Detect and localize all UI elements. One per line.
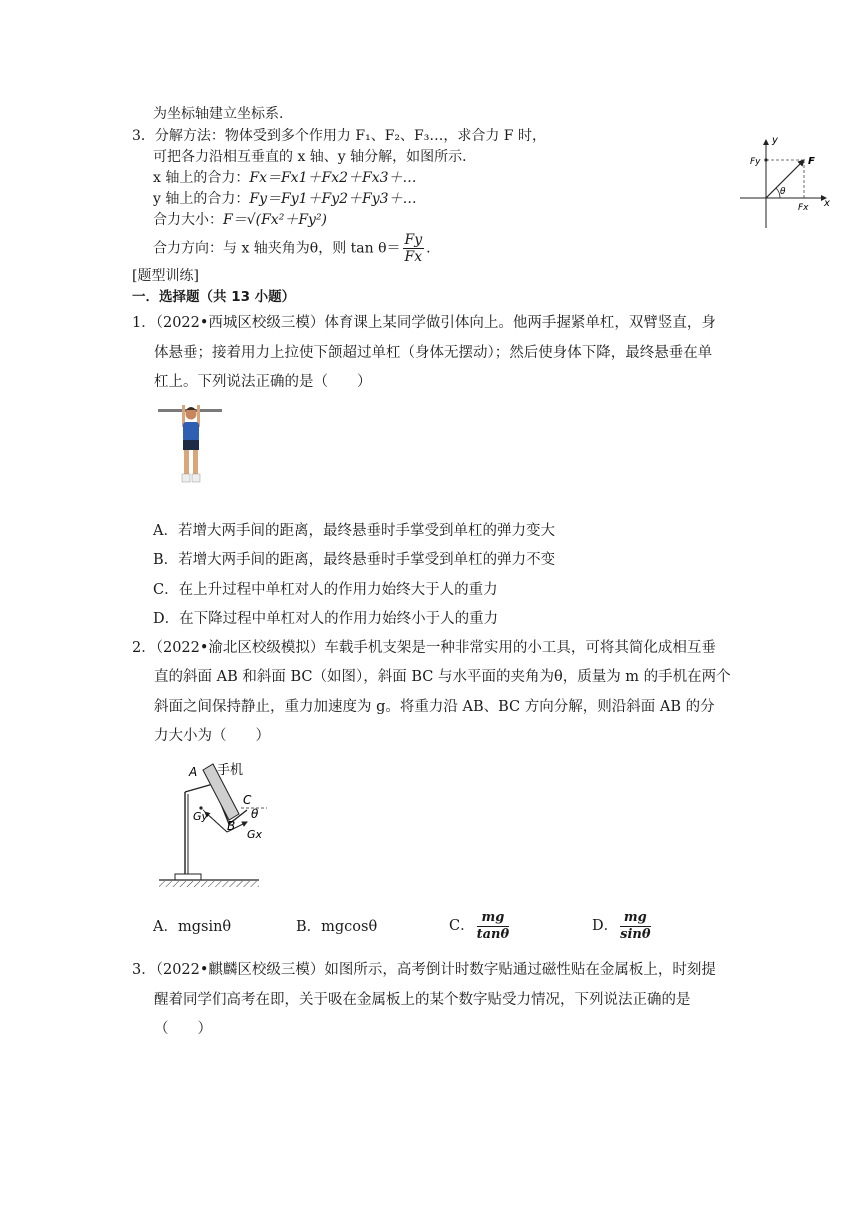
fx-label: x 轴上的合力： [153, 170, 250, 186]
x-label: x [824, 198, 830, 209]
pull-up-illustration [156, 400, 226, 490]
q2-line4: 力大小为（ ） [154, 728, 270, 744]
label-a: A [189, 765, 198, 779]
fx-line [153, 168, 417, 188]
label-gx: Gx [247, 828, 263, 841]
q2-line1: 2．（2022•渝北区校级模拟）车载手机支架是一种非常实用的小工具，可将其简化成相互垂 [132, 640, 716, 656]
left-leg [184, 450, 189, 474]
fx-formula: Fx＝Fx1＋Fx2＋Fx3＋… [249, 170, 417, 186]
fy-label: y 轴上的合力： [153, 191, 250, 207]
item3-line [132, 126, 546, 146]
q1-option-d[interactable]: D．在下降过程中单杠对人的作用力始终小于人的重力 [153, 611, 499, 627]
gy-vector [205, 812, 227, 832]
magnitude-label: 合力大小： [153, 212, 223, 228]
label-c: C [243, 793, 252, 807]
stand-base [175, 874, 201, 880]
q1-option-b[interactable]: B．若增大两手间的距离，最终悬垂时手掌受到单杠的弹力不变 [153, 552, 556, 568]
right-leg [193, 450, 198, 474]
hair [186, 407, 196, 410]
phone-holder-figure [155, 756, 285, 892]
direction-label: 合力方向：与 x 轴夹角为θ，则 tan θ＝ [153, 240, 401, 257]
head [186, 409, 197, 420]
intro-line0: 为坐标轴建立坐标系. [153, 106, 284, 122]
q1-line3: 杠上。下列说法正确的是（ ） [154, 374, 372, 390]
q1-line1: 1．（2022•西城区校级三模）体育课上某同学做引体向上。他两手握紧单杠，双臂竖直，身 [132, 315, 716, 331]
section-heading: 一．选择题（共 13 小题） [132, 289, 296, 305]
q1-line2: 体悬垂；接着用力上拉使下颌超过单杠（身体无摆动）；然后使身体下降，最终悬垂在单 [154, 345, 713, 361]
right-shoe [192, 474, 200, 482]
q3-line2: 醒着同学们高考在即，关于吸在金属板上的某个数字贴受力情况，下列说法正确的是 [154, 992, 691, 1008]
q2-option-b[interactable]: B．mgcosθ [296, 919, 378, 935]
torso [183, 422, 199, 442]
stand-arm [185, 784, 213, 792]
magnitude-line [153, 210, 327, 230]
q2-option-d[interactable]: D． $\frac{mg}{\sin\theta}$ [592, 909, 651, 942]
y-label: y [772, 135, 778, 146]
q2-option-a[interactable]: A．mgsinθ [153, 919, 232, 935]
q2-option-c-fraction: $\frac{mg}{\tan\theta}$ [476, 909, 510, 942]
theta-label: θ [780, 187, 786, 197]
direction-line: 合力方向：与 x 轴夹角为θ，则 tan θ＝ $\frac{Fy}{Fx}$ . [153, 232, 431, 265]
label-theta: θ [251, 807, 259, 821]
training-label: [题型训练] [132, 268, 199, 284]
q2-line3: 斜面之间保持静止，重力加速度为 g。将重力沿 AB、BC 方向分解，则沿斜面 AB 的分 [154, 699, 715, 715]
fy-axis-label: Fy [750, 157, 761, 167]
q2-option-d-fraction: $\frac{mg}{\sin\theta}$ [620, 909, 651, 942]
magnitude-formula: F＝√(Fx²＋Fy²) [223, 212, 328, 228]
left-shoe [182, 474, 190, 482]
force-decomposition-figure [736, 128, 836, 236]
item3-label: 3． [132, 128, 155, 144]
label-phone: 手机 [217, 763, 244, 778]
item3-text: 分解方法：物体受到多个作用力 F₁、F₂、F₃…，求合力 F 时， [154, 128, 546, 144]
q2-option-c[interactable]: C． $\frac{mg}{\tan\theta}$ [449, 909, 510, 942]
fy-formula: Fy＝Fy1＋Fy2＋Fy3＋… [249, 191, 417, 207]
item3-text2: 可把各力沿相互垂直的 x 轴、y 轴分解，如图所示． [153, 149, 477, 165]
f-label: F [808, 156, 815, 167]
ground-hatch [159, 881, 259, 887]
q1-option-a[interactable]: A．若增大两手间的距离，最终悬垂时手掌受到单杠的弹力变大 [153, 523, 555, 539]
fy-point [764, 158, 767, 161]
shorts [183, 440, 199, 450]
q1-option-c[interactable]: C．在上升过程中单杠对人的作用力始终大于人的重力 [153, 582, 498, 598]
fx-axis-label: Fx [798, 203, 809, 213]
label-gy: Gy [193, 810, 209, 823]
tan-fraction: $\frac{Fy}{Fx}$ [404, 232, 423, 265]
q2-line2: 直的斜面 AB 和斜面 BC（如图），斜面 BC 与水平面的夹角为θ，质量为 m 的手机在两个 [154, 669, 731, 685]
q3-line3: （ ） [154, 1021, 212, 1037]
label-b: B [227, 819, 236, 833]
fy-line [153, 189, 417, 209]
q3-line1: 3．（2022•麒麟区校级三模）如图所示，高考倒计时数字贴通过磁性贴在金属板上，时刻提 [132, 962, 716, 978]
